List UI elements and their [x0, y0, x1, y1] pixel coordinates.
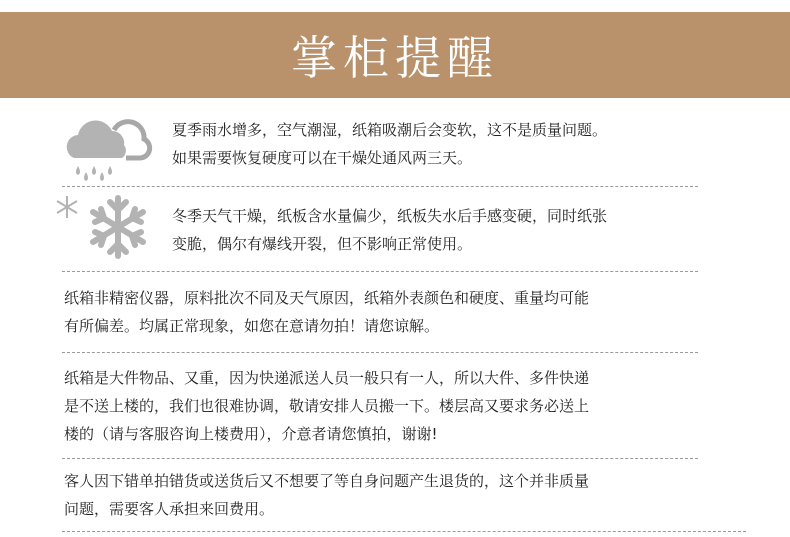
- notice-line: 有所偏差。均属正常现象，如您在意请勿拍！请您谅解。: [64, 317, 440, 335]
- notice-line: 问题，需要客人承担来回费用。: [64, 500, 275, 518]
- notice-line: 楼的（请与客服咨询上楼费用），介意者请您慎拍，谢谢!: [64, 425, 438, 443]
- notice-winter: [172, 202, 607, 258]
- rain-cloud-icon: [58, 108, 158, 184]
- divider: [62, 531, 746, 532]
- notice-quality: [64, 284, 589, 340]
- notice-line: 客人因下错单拍错货或送货后又不想要了等自身问题产生退货的，这个并非质量: [64, 472, 590, 490]
- notice-line: 变脆，偶尔有爆线开裂，但不影响正常使用。: [172, 235, 473, 253]
- notice-line: 夏季雨水增多，空气潮湿，纸箱吸潮后会变软，这不是质量问题。: [172, 121, 608, 139]
- divider: [62, 458, 698, 459]
- divider: [62, 271, 698, 272]
- notice-line: 如果需要恢复硬度可以在干燥处通风两三天。: [172, 149, 473, 167]
- notice-summer: [172, 116, 607, 172]
- divider: [62, 352, 698, 353]
- page-title: 掌柜提醒: [291, 31, 499, 85]
- snowflake-icon: [52, 192, 156, 262]
- notice-line: 纸箱非精密仪器，原料批次不同及天气原因，纸箱外表颜色和硬度、重量均可能: [64, 289, 590, 307]
- notice-line: 纸箱是大件物品、又重，因为快递派送人员一般只有一人，所以大件、多件快递: [64, 369, 590, 387]
- notice-delivery: [64, 364, 589, 448]
- notice-line: 冬季天气干燥，纸板含水量偏少，纸板失水后手感变硬，同时纸张: [172, 207, 608, 225]
- divider: [62, 186, 698, 187]
- header-banner: [0, 12, 790, 98]
- notice-returns: [64, 467, 589, 523]
- notice-line: 是不送上楼的，我们也很难协调，敬请安排人员搬一下。楼层高又要求务必送上: [64, 397, 590, 415]
